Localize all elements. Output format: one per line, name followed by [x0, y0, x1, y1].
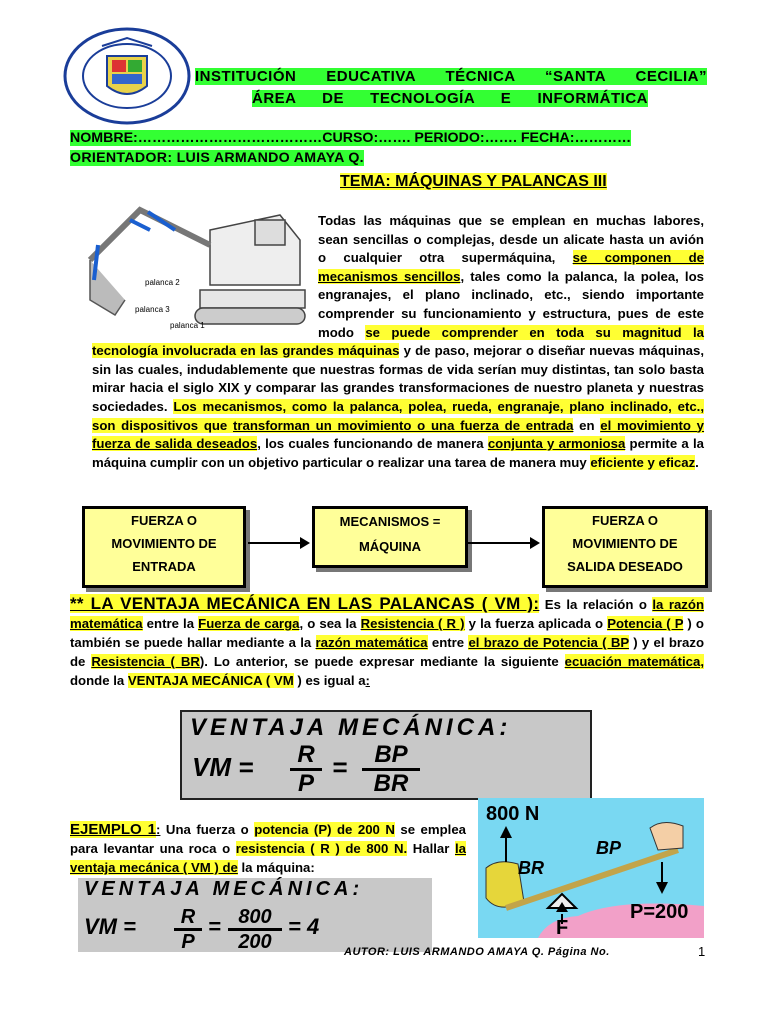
- formula-lhs: VM =: [192, 752, 254, 782]
- lever-diagram: [478, 798, 704, 938]
- vm-formula-example: [78, 878, 432, 952]
- load-label: 800 N: [486, 803, 540, 825]
- instructor-line: ORIENTADOR: LUIS ARMANDO AMAYA Q.: [70, 150, 364, 166]
- formula-denominator-br: BR: [362, 768, 420, 797]
- page-number: 1: [698, 944, 706, 959]
- footer-author: AUTOR: LUIS ARMANDO AMAYA Q. Página No.: [344, 946, 610, 958]
- formula-numerator-r: R: [297, 741, 315, 768]
- example-result: = 4: [288, 914, 320, 939]
- vm-paragraph: ** LA VENTAJA MECÁNICA EN LAS PALANCAS ( VM ): Es la relación o la razón matemática entre la Fuerza de carga, o sea la Resistencia ( R ) y la fuerza aplicada o Potencia ( P ) o también se puede hallar mediante a la razón matemática entre el brazo de Potencia ( BP ) y el brazo de Resistencia ( BR). Lo anterior, se puede expresar mediante la siguiente ecuación matemática, donde la VENTAJA MECÁNICA ( VM ) es igual a:: [70, 594, 704, 688]
- flow-mechanism-box: MECANISMOS = MÁQUINA: [312, 506, 468, 568]
- example-label: EJEMPLO 1: [70, 821, 157, 838]
- formula-numerator-bp: BP: [374, 741, 408, 768]
- school-logo: [62, 26, 192, 126]
- flow-arrow-2: [468, 536, 540, 550]
- formula-title: VENTAJA MECÁNICA:: [190, 714, 512, 741]
- flow-input-box: FUERZA O MOVIMIENTO DE ENTRADA: [82, 506, 246, 588]
- excavator-label-palanca-3: palanca 3: [135, 305, 170, 314]
- vm-formula-main: [180, 710, 592, 800]
- example-formula-title: VENTAJA MECÁNICA:: [84, 878, 364, 900]
- formula-denominator-p: P: [290, 768, 322, 797]
- image-wrap-spacer: [92, 212, 318, 342]
- excavator-label-palanca-1: palanca 1: [170, 321, 205, 330]
- vm-heading: ** LA VENTAJA MECÁNICA EN LAS PALANCAS ( VM ):: [70, 594, 540, 613]
- force-label: P=200: [630, 901, 689, 923]
- student-form-line: NOMBRE:…………………………………CURSO:……. PERIODO:……. FECHA:…………: [70, 130, 632, 146]
- flow-output-box: FUERZA O MOVIMIENTO DE SALIDA DESEADO: [542, 506, 708, 588]
- formula-equals: =: [332, 752, 348, 782]
- br-label: BR: [518, 858, 544, 878]
- intro-paragraph-top: Todas las máquinas que se emplean en muchas labores, sean sencillas o complejas, desde un alicate hasta un avión o cualquier otra supermáquina, se componen de mecanismos sencillos, tales como la palanca, la polea, los engranajes, el plano inclinado, etc., siendo importante comprender su funcionamiento y estructura, pues de este modo se puede comprender en toda su magnitud la tecnología involucrada en las grandes máquinas y de paso, mejorar o diseñar nuevas máquinas, sin las cuales, indudablemente que nuestras formas de vida serían muy distintas, tan solo basta mirar hacia el siglo XIX y comparar las grandes transformaciones de nuestro planeta y nuestras sociedades. Los mecanismos, como la palanca, polea, rueda, engranaje, plano inclinado, etc., son dispositivos que transforman un movimiento o una fuerza de entrada en el movimiento y fuerza de salida deseados, los cuales funcionando de manera conjunta y armoniosa permite a la máquina cumplir con un objetivo particular o realizar una tarea de manera muy eficiente y eficaz.: [92, 213, 705, 470]
- area-title: ÁREA DE TECNOLOGÍA E INFORMÁTICA: [252, 90, 648, 107]
- topic-title: TEMA: MÁQUINAS Y PALANCAS III: [340, 173, 607, 190]
- example-denominator-p: P: [174, 928, 202, 953]
- fulcrum-label: F: [556, 917, 569, 938]
- excavator-label-palanca-2: palanca 2: [145, 278, 180, 287]
- example-numerator-800: 800: [238, 906, 272, 928]
- institution-title: INSTITUCIÓN EDUCATIVA TÉCNICA “SANTA CECILIA”: [195, 68, 707, 85]
- example-equals: =: [208, 914, 221, 939]
- bp-label: BP: [596, 838, 622, 858]
- example-paragraph: EJEMPLO 1: Una fuerza o potencia (P) de 200 N se emplea para levantar una roca o resistencia ( R ) de 800 N. Hallar la ventaja mecánica ( VM ) de la máquina:: [70, 821, 467, 875]
- example-numerator-r: R: [180, 906, 196, 928]
- example-denominator-200: 200: [228, 928, 282, 953]
- flow-arrow-1: [248, 536, 310, 550]
- example-formula-lhs: VM =: [84, 914, 136, 939]
